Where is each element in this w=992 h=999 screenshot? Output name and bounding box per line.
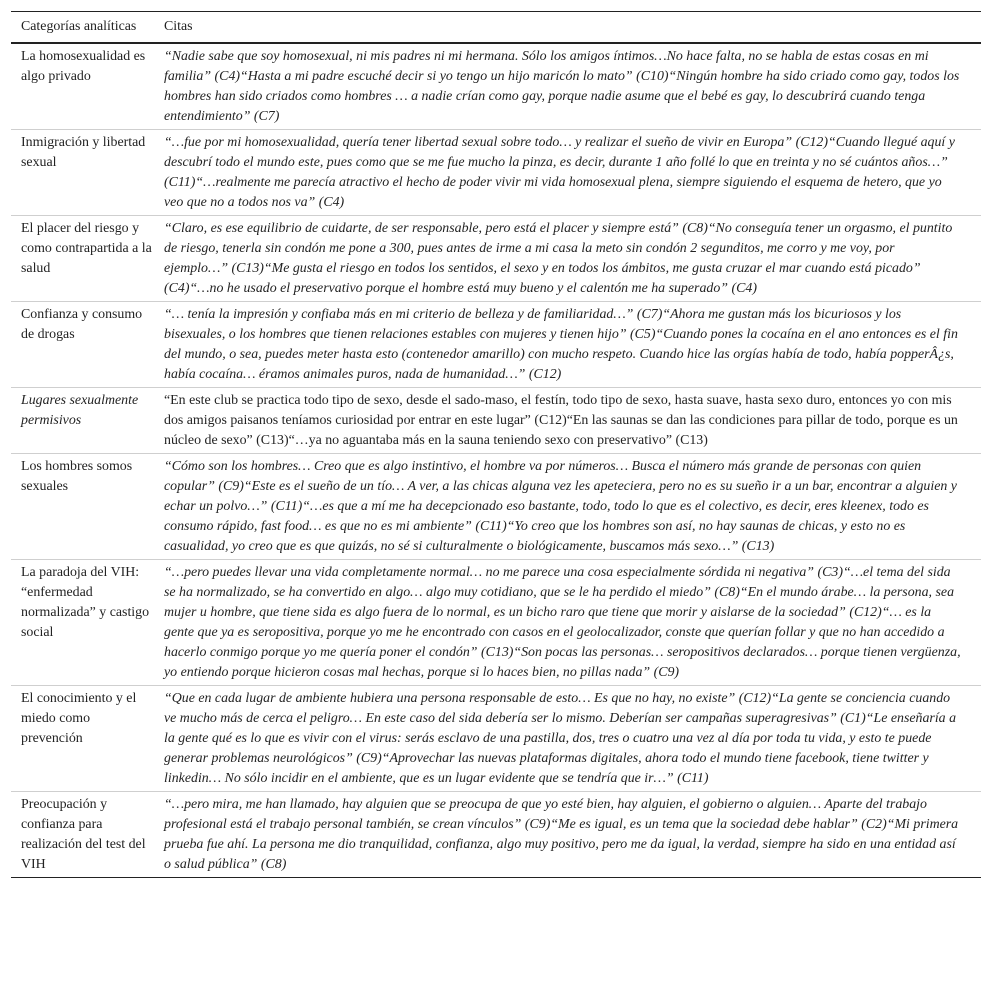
category-cell: La paradoja del VIH: “enfermedad normalizada” y castigo social — [21, 565, 150, 640]
category-cell: Preocupación y confianza para realización del test del VIH — [21, 797, 146, 872]
header-quotes: Citas — [164, 19, 193, 34]
table-bottom-rule — [11, 877, 981, 878]
table-row — [11, 387, 981, 453]
table-row — [11, 453, 981, 559]
header-categories: Categorías analíticas — [21, 19, 137, 34]
category-cell: El placer del riesgo y como contrapartida a la salud — [21, 221, 152, 276]
category-cell: Los hombres somos sexuales — [21, 459, 133, 494]
category-cell: Confianza y consumo de drogas — [21, 307, 143, 342]
quotes-cell: “Claro, es ese equilibrio de cuidarte, de ser responsable, pero está el placer y siempre está” (C8)“No conseguía tener un orgasmo, el puntito de riesgo, tenerla sin condón me pone a 300, pues antes de irme a mi casa la meto sin condón 2 segunditos, me corro y me voy, por ejemplo…” (C13)“Me gusta el riesgo en todos los sentidos, el sexo y en todos los ámbitos, me gusta cruzar el mar cuando está picado” (C4)“…no he usado el preservativo porque el hombre está muy bueno y el calentón me ha superado” (C4) — [164, 221, 953, 296]
quotes-table — [11, 11, 981, 878]
category-cell: El conocimiento y el miedo como prevención — [21, 691, 137, 746]
quotes-cell: “…fue por mi homosexualidad, quería tener libertad sexual sobre todo… y realizar el sueño de vivir en Europa” (C12)“Cuando llegué aquí y descubrí todo el mundo este, pues como que se me fue mucho la pinza, es decir, durante 1 año follé lo que en treinta y no sé cuántos años…” (C11)“…realmente me parecía atractivo el hecho de poder vivir mi vida homosexual plena, siempre siguiendo el esquema de hetero, que yo veo que no a todos nos va” (C4) — [164, 135, 955, 210]
quotes-cell: “En este club se practica todo tipo de sexo, desde el sado-maso, el festín, todo tipo de sexo, hasta suave, hasta sexo duro, entonces yo con mis dos amigos paisanos teníamos curiosidad por entrar en este lugar” (C12)“En las saunas se dan las condiciones para pillar de todo, porque es un núcleo de sexo” (C13)“…ya no aguantaba más en la sauna teniendo sexo con preservativo” (C13) — [164, 393, 958, 448]
table-body — [11, 44, 981, 877]
table-row — [11, 44, 981, 129]
category-cell: La homosexualidad es algo privado — [21, 49, 146, 84]
quotes-cell: “… tenía la impresión y confiaba más en mi criterio de belleza y de familiaridad…” (C7)“Ahora me gustan más los bicuriosos y los bisexuales, o los hombres que tienen relaciones estables con mujeres y tienen hijo” (C5)“Cuando pones la cocaína en el ano entonces es el fin del mundo, o sea, puedes meter hasta esto (contenedor amarillo) con mucho respeto. Cuando hice las orgías había de todo, había popperÂ¿s, había cocaína… éramos animales puros, nada de humanidad…” (C12) — [164, 307, 958, 382]
table-row — [11, 559, 981, 685]
table-row — [11, 129, 981, 215]
quotes-cell: “Cómo son los hombres… Creo que es algo instintivo, el hombre va por números… Busca el número más grande de personas con quien copular” (C9)“Este es el sueño de un tío… A ver, a las chicas alguna vez les apeteciera, pero no es su sueño ir a un bar, encontrar a alguien y echar un polvo…” (C11)“…es que a mí me ha decepcionado eso bastante, todo, todo lo que es el colectivo, es decir, eres kleenex, todo es consumo rápido, fast food… es que no es mi ambiente” (C11)“Yo creo que los hombres son así, no hay saunas de chicas, y esto no es casualidad, yo creo que es que quizás, no sé si culturalmente o biológicamente, buscamos más sexo…” (C13) — [164, 459, 957, 554]
table-header-row — [11, 12, 981, 42]
category-cell: Inmigración y libertad sexual — [21, 135, 146, 170]
table-row — [11, 301, 981, 387]
category-cell: Lugares sexualmente permisivos — [21, 393, 139, 428]
table-row — [11, 685, 981, 791]
quotes-cell: “Nadie sabe que soy homosexual, ni mis padres ni mi hermana. Sólo los amigos íntimos…No hace falta, no se habla de estas cosas en mi familia” (C4)“Hasta a mi padre escuché decir si yo tengo un hijo maricón lo mato” (C10)“Ningún hombre ha sido criado como gay, todos los hombres han sido criados como hombres … a nadie crían como gay, porque nadie asume que el bebé es gay, lo descubrirá cuando tenga entendimiento” (C7) — [164, 49, 960, 124]
table-row — [11, 215, 981, 301]
quotes-cell: “Que en cada lugar de ambiente hubiera una persona responsable de esto… Es que no hay, no existe” (C12)“La gente se conciencia cuando ve mucho más de cerca el peligro… En este caso del sida debería ser lo mismo. Deberían ser campañas superagresivas” (C1)“Le enseñaría a la gente qué es lo que es vivir con el virus: serás esclavo de una pastilla, dos, tres o cuatro una vez al día por toda tu vida, y esto te puede generar problemas neurológicos” (C9)“Aprovechar las nuevas plataformas digitales, ahora todo el mundo tiene facebook, tiene twitter y linkedin… No sólo incidir en el ambiente, que es un lugar evidente que se tendría que ir…” (C11) — [164, 691, 957, 786]
quotes-cell: “…pero puedes llevar una vida completamente normal… no me parece una cosa especialmente sórdida ni negativa” (C3)“…el tema del sida se ha normalizado, se ha convertido en algo… algo muy cotidiano, que se le ha perdido el miedo” (C8)“En el mundo árabe… la persona, sea mujer u hombre, que tiene sida es algo fuera de lo normal, es un bicho raro que tiene que morir y aislarse de la sociedad” (C12)“… es la gente que ya es seropositiva, porque yo me he encontrado con casos en el geolocalizador, conste que querían follar y que no han accedido a hacerlo conmigo porque yo me quería poner el condón” (C13)“Son pocas las personas… seropositivos declarados… porque tienen vergüenza, yo entiendo porque hicieron cosas mal hechas, porque si lo haces bien, no pillas nada” (C9) — [164, 565, 961, 680]
quotes-cell: “…pero mira, me han llamado, hay alguien que se preocupa de que yo esté bien, hay alguien, el gobierno o alguien… Aparte del trabajo profesional está el trabajo personal también, se crean vínculos” (C9)“Me es igual, es un tema que la sociedad debe hablar” (C2)“Mi primera prueba fue ahí. La persona me dio tranquilidad, confianza, algo muy positivo, pero me da igual, la verdad, siempre ha sido en una entidad así o salud pública” (C8) — [164, 797, 959, 872]
table-row — [11, 791, 981, 877]
